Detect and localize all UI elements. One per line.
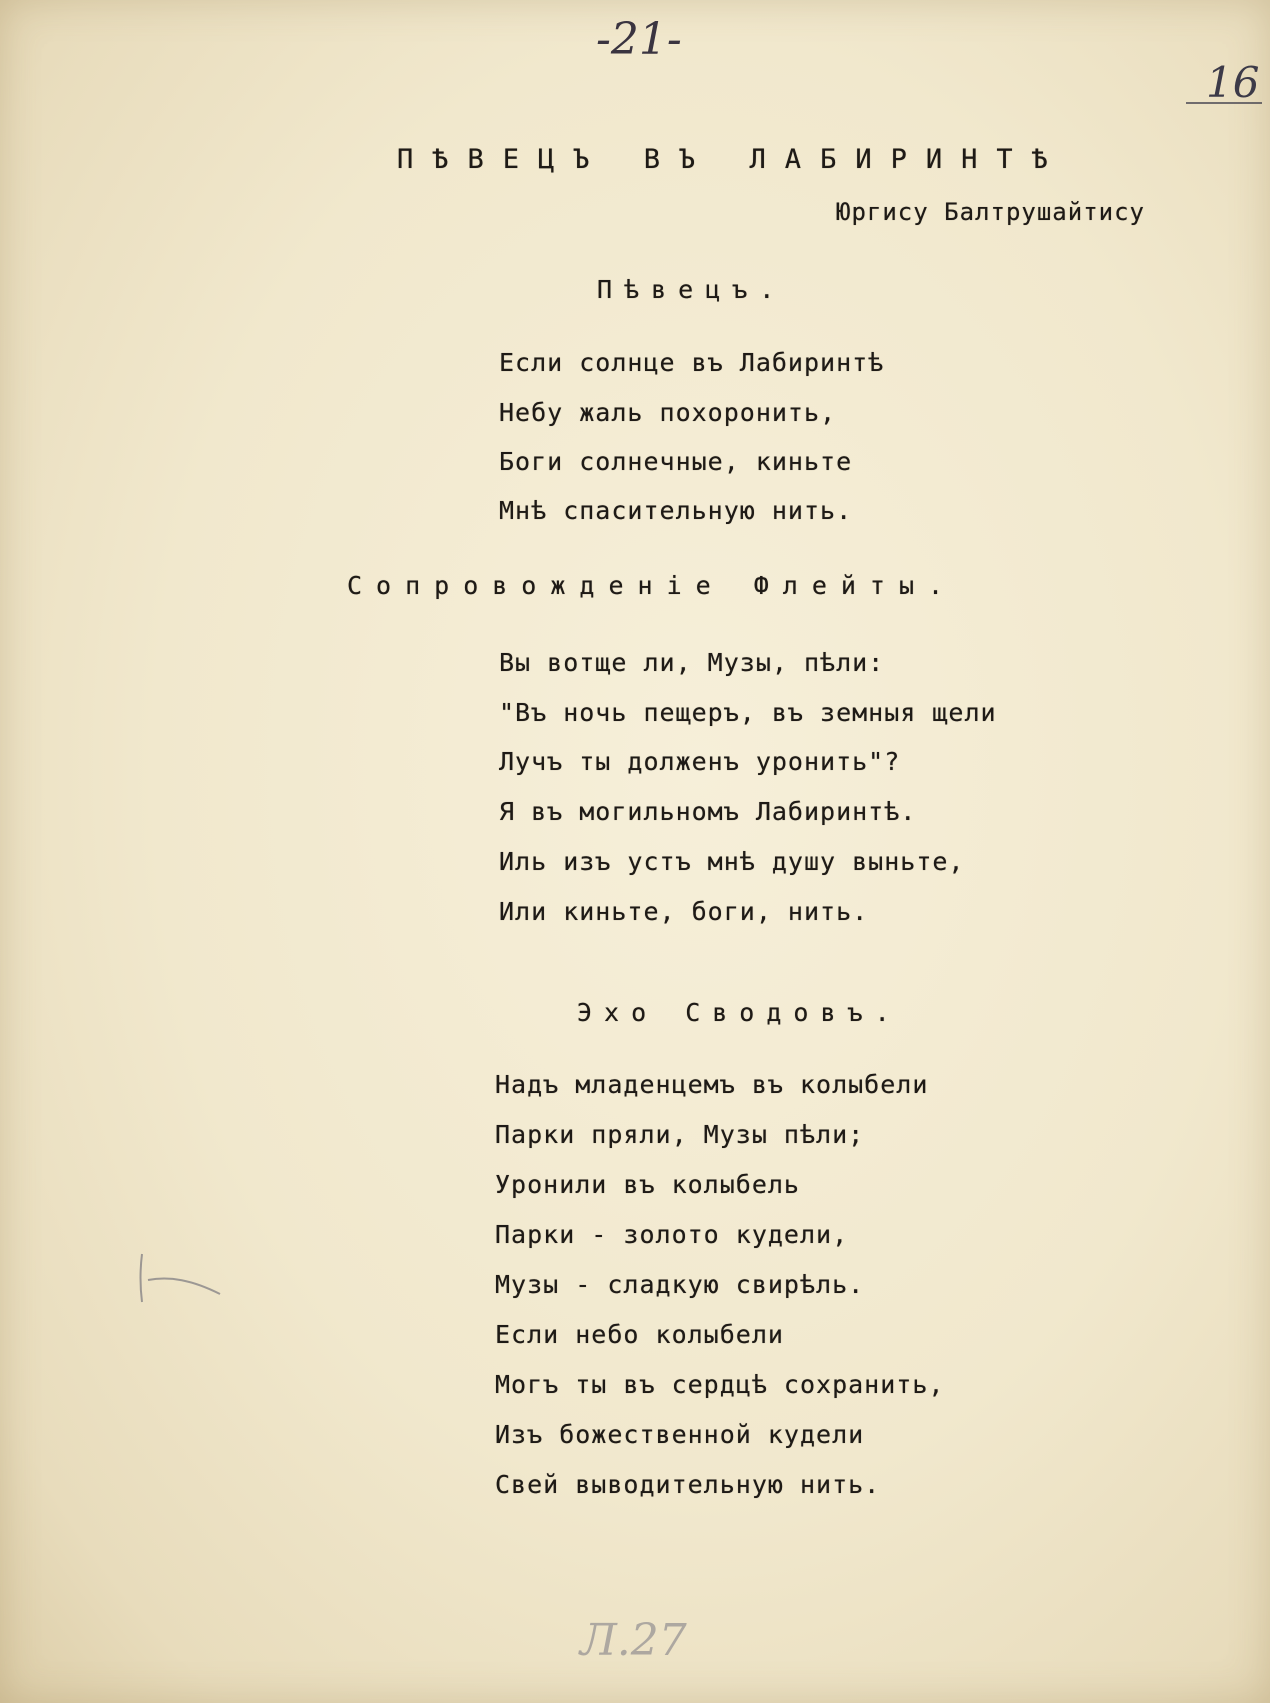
dedication: Юргису Балтрушайтису: [836, 198, 1145, 226]
verse-line: Мнѣ спасительную нить.: [499, 496, 853, 525]
verse-line: Лучъ ты долженъ уронить"?: [499, 747, 901, 776]
verse-line: Могъ ты въ сердцѣ сохранить,: [495, 1370, 945, 1399]
verse-line: Музы - сладкую свирѣль.: [495, 1270, 865, 1299]
verse-line: Небу жаль похоронить,: [499, 398, 837, 427]
verse-line: Я въ могильномъ Лабиринтѣ.: [499, 797, 917, 826]
verse-line: Вы вотще ли, Музы, пѣли:: [499, 648, 885, 677]
verse-line: Изъ божественной кудели: [495, 1420, 865, 1449]
verse-line: Уронили въ колыбель: [495, 1170, 800, 1199]
page-number-top: -21-: [596, 14, 682, 65]
verse-line: Или киньте, боги, нить.: [499, 897, 869, 926]
pencil-margin-mark-icon: [130, 1250, 230, 1310]
verse-line: Если солнце въ Лабиринтѣ: [499, 348, 885, 377]
poem-title: ПѢВЕЦЪ ВЪ ЛАБИРИНТѢ: [397, 144, 1067, 175]
section-heading-flute: Сопровожденіе Флейты.: [347, 571, 958, 600]
verse-line: Парки пряли, Музы пѣли;: [495, 1120, 865, 1149]
verse-line: Если небо колыбели: [495, 1320, 784, 1349]
section-heading-echo: Эхо Сводовъ.: [577, 998, 902, 1027]
verse-line: Иль изъ устъ мнѣ душу выньте,: [499, 847, 965, 876]
section-heading-singer: Пѣвецъ.: [597, 275, 787, 304]
archive-number-strike: [1186, 102, 1262, 104]
verse-line: "Въ ночь пещеръ, въ земныя щели: [499, 698, 997, 727]
archive-number-bottom: Л.27: [580, 1615, 687, 1666]
verse-line: Парки - золото кудели,: [495, 1220, 849, 1249]
archive-number: 16: [1206, 58, 1260, 107]
verse-line: Свей выводительную нить.: [495, 1470, 881, 1499]
verse-line: Боги солнечные, киньте: [499, 447, 853, 476]
verse-line: Надъ младенцемъ въ колыбели: [495, 1070, 929, 1099]
